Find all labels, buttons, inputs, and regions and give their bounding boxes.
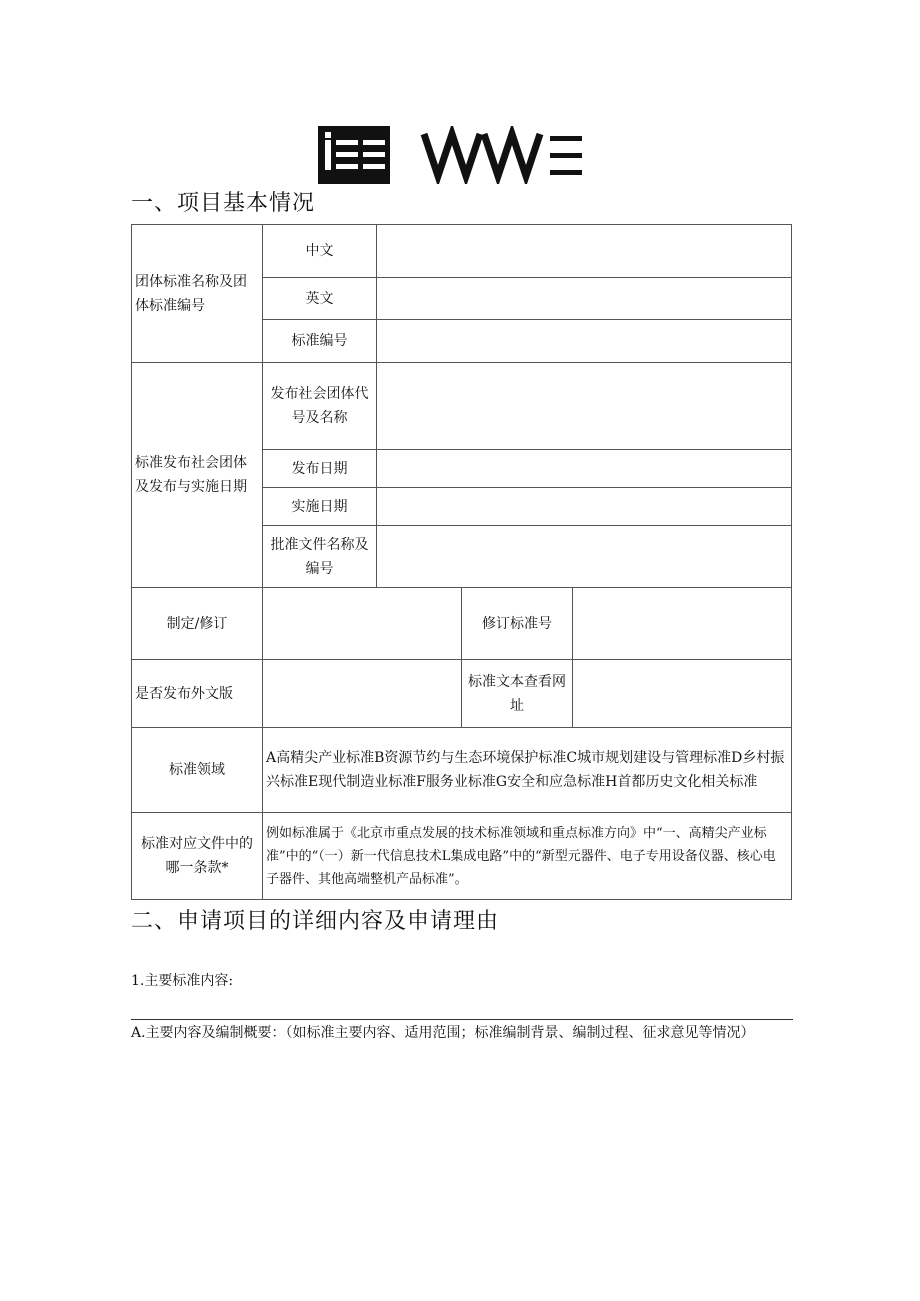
clause-label: 标准对应文件中的哪一条款* xyxy=(132,813,263,900)
impl-date-label: 实施日期 xyxy=(263,488,377,526)
publisher-label: 发布社会团体代号及名称 xyxy=(263,363,377,450)
std-no-field[interactable] xyxy=(377,320,792,363)
main-content-heading: 1.主要标准内容: xyxy=(131,973,234,989)
publisher-group-label: 标准发布社会团体及发布与实施日期 xyxy=(132,363,263,588)
impl-date-field[interactable] xyxy=(377,488,792,526)
section-title-details: 二、申请项目的详细内容及申请理由 xyxy=(131,909,500,934)
publish-date-field[interactable] xyxy=(377,450,792,488)
approval-label: 批准文件名称及编号 xyxy=(263,526,377,588)
clause-example: 例如标准属于《北京市重点发展的技术标准领域和重点标准方向》中“一、高精尖产业标准”中的“（一）新一代信息技术L集成电路”中的“新型元器件、电子专用设备仪器、核心电子器件、其他高端整机产品标准”。 xyxy=(263,813,792,900)
make-revise-label: 制定/修订 xyxy=(132,588,263,660)
divider xyxy=(131,1019,793,1020)
cn-name-field[interactable] xyxy=(377,225,792,278)
field-options: A高精尖产业标准B资源节约与生态环境保护标准C城市规划建设与管理标准D乡村振兴标准E现代制造业标准F服务业标准G安全和应急标准H首都历史文化相关标准 xyxy=(263,728,792,813)
en-label: 英文 xyxy=(263,278,377,320)
revised-no-label: 修订标准号 xyxy=(462,588,573,660)
approval-field[interactable] xyxy=(377,526,792,588)
cn-label: 中文 xyxy=(263,225,377,278)
foreign-label: 是否发布外文版 xyxy=(132,660,263,728)
revised-no-field[interactable] xyxy=(573,588,792,660)
foreign-field[interactable] xyxy=(263,660,462,728)
url-field[interactable] xyxy=(573,660,792,728)
url-label: 标准文本查看网址 xyxy=(462,660,573,728)
std-no-label: 标准编号 xyxy=(263,320,377,363)
basic-info-table xyxy=(131,224,792,900)
header-logo xyxy=(318,126,588,184)
make-revise-field[interactable] xyxy=(263,588,462,660)
en-name-field[interactable] xyxy=(377,278,792,320)
content-summary-label: A.主要内容及编制概要：（如标准主要内容、适用范围；标准编制背景、编制过程、征求意见等情况） xyxy=(131,1025,755,1041)
group-name-label: 团体标准名称及团体标准编号 xyxy=(132,225,263,363)
section-title-basic-info: 一、项目基本情况 xyxy=(131,191,316,216)
publisher-field[interactable] xyxy=(377,363,792,450)
field-label: 标准领域 xyxy=(132,728,263,813)
publish-date-label: 发布日期 xyxy=(263,450,377,488)
